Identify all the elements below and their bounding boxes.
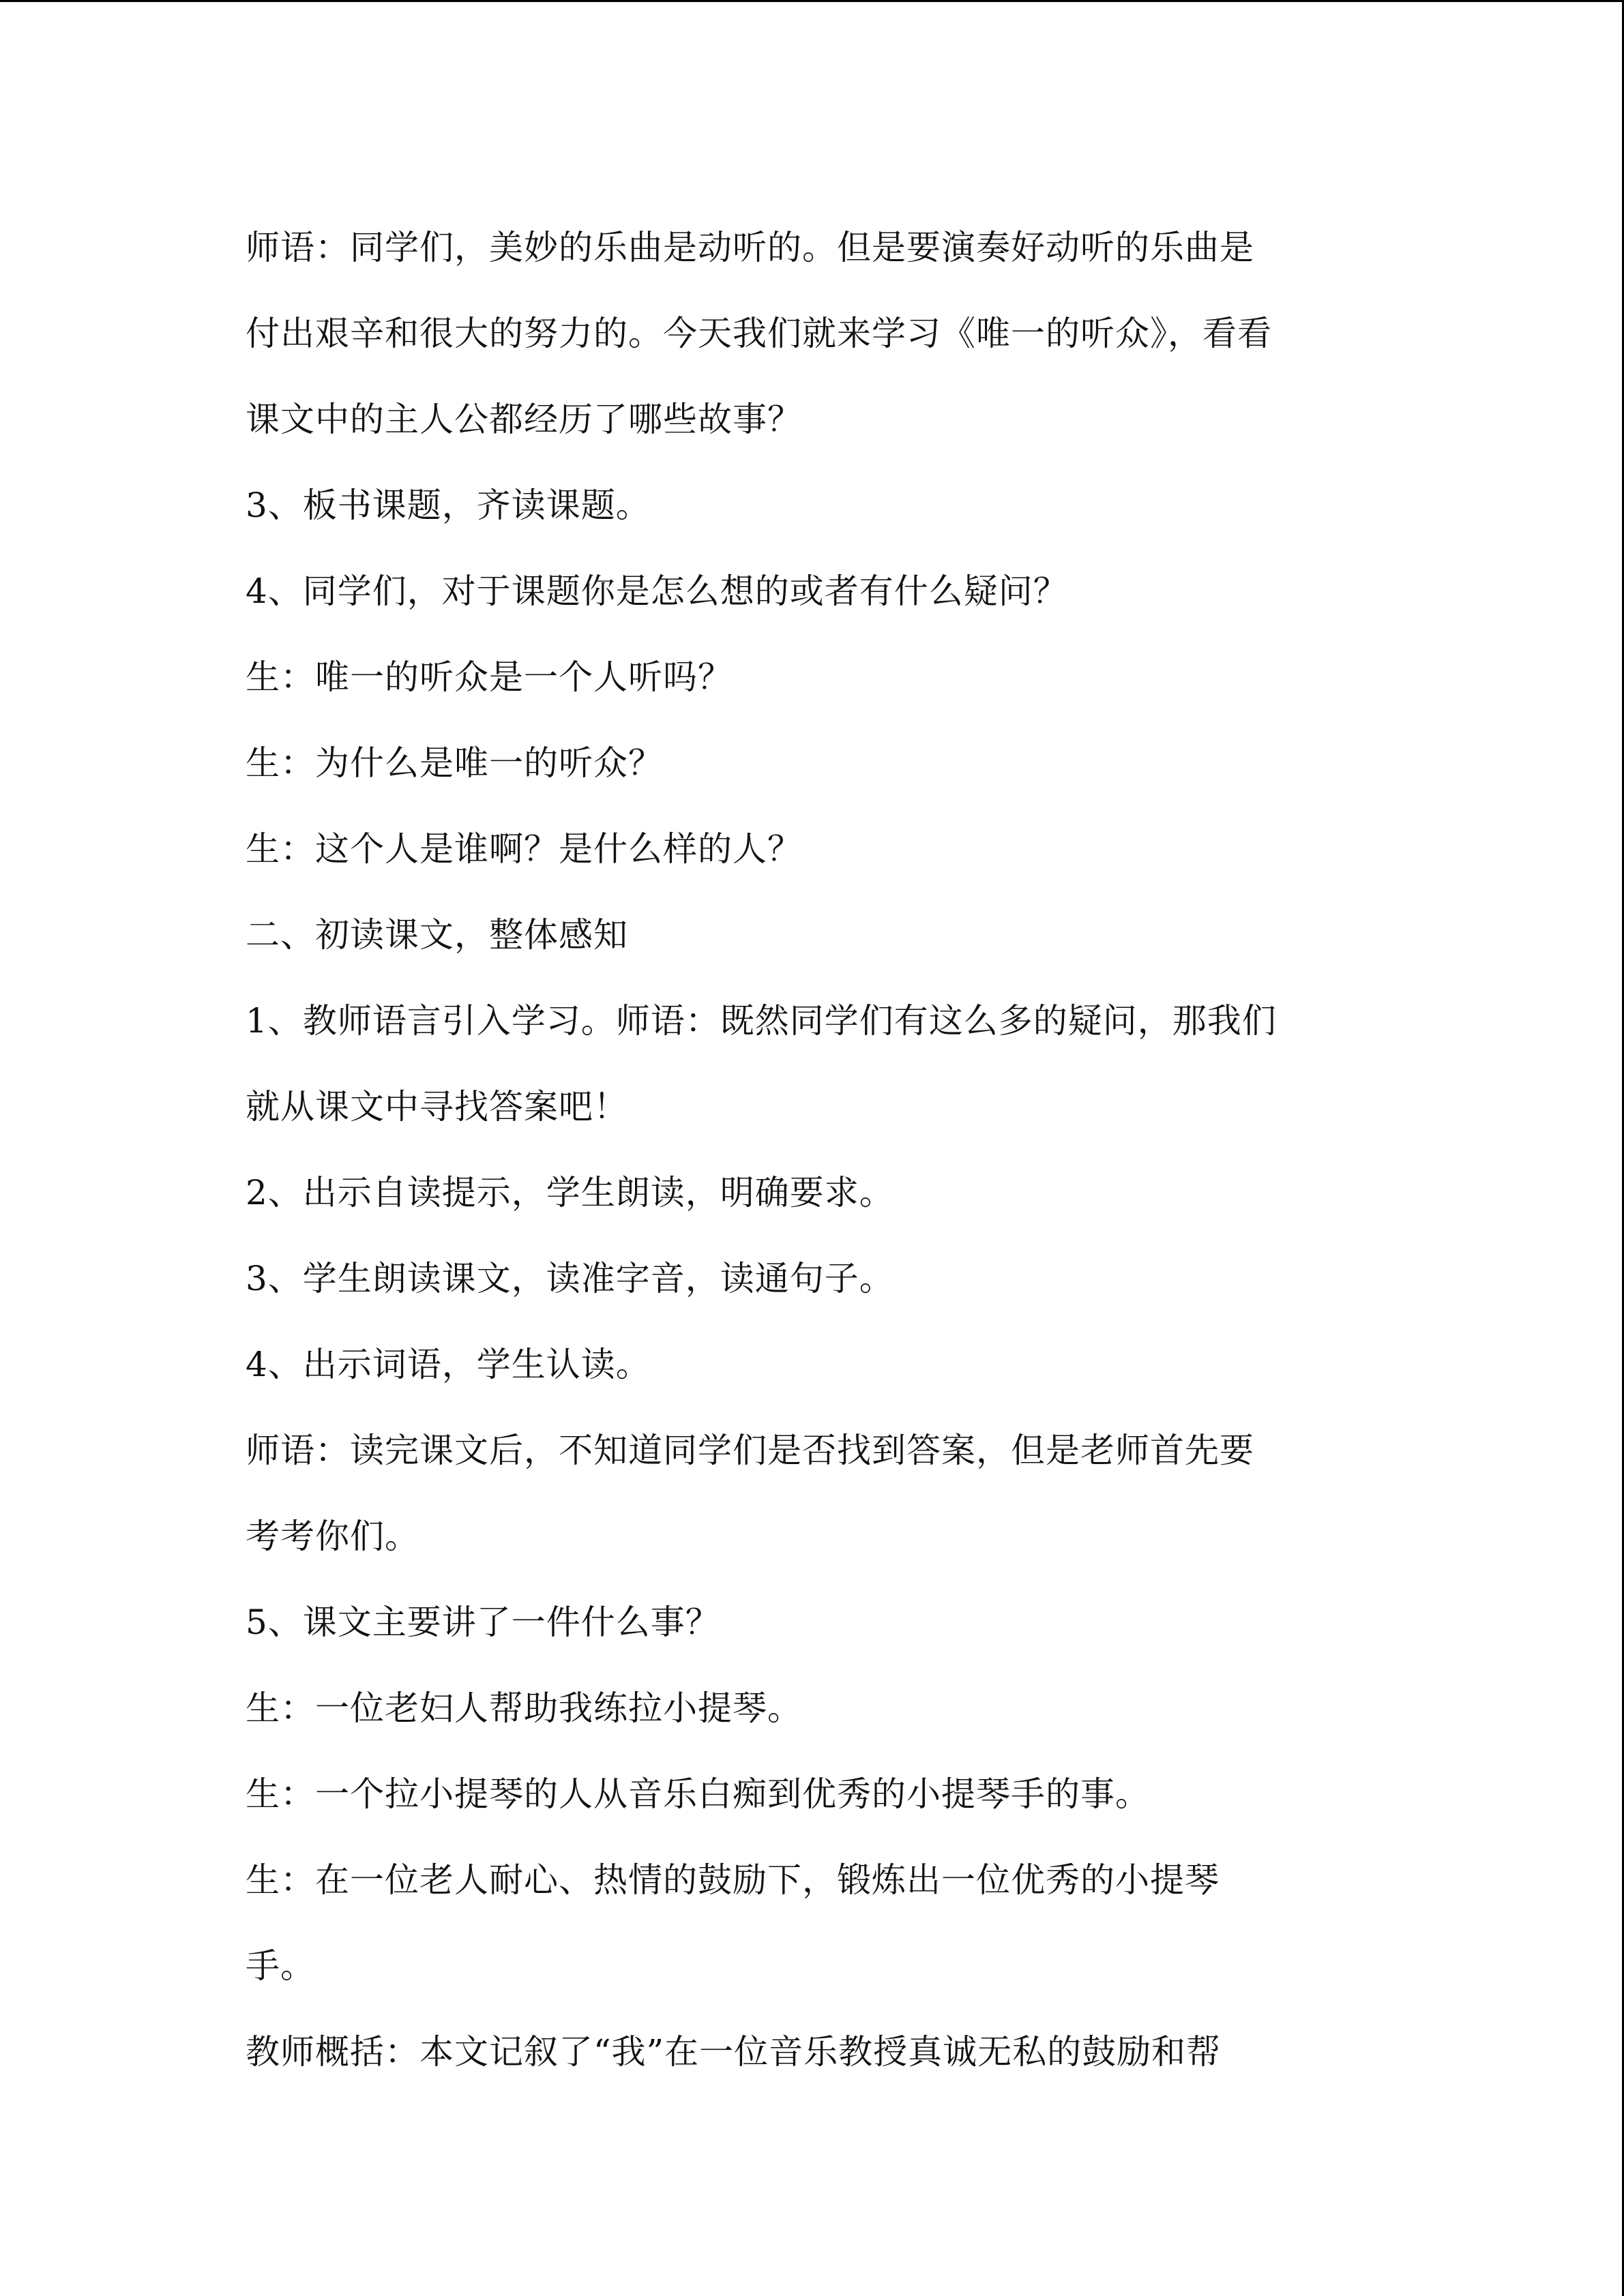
text-line: 生：唯一的听众是一个人听吗？ <box>246 657 733 697</box>
text-line: 3、板书课题，齐读课题。 <box>246 486 651 525</box>
text-line: 生：在一位老人耐心、热情的鼓励下，锻炼出一位优秀的小提琴 <box>246 1860 1220 1900</box>
text-line: 4、同学们，对于课题你是怎么想的或者有什么疑问？ <box>246 571 1068 611</box>
text-line: 教师概括：本文记叙了“我”在一位音乐教授真诚无私的鼓励和帮 <box>246 2032 1222 2072</box>
text-line: 生：一个拉小提琴的人从音乐白痴到优秀的小提琴手的事。 <box>246 1774 1150 1814</box>
text-line: 课文中的主人公都经历了哪些故事？ <box>246 400 802 439</box>
text-line: 师语：同学们，美妙的乐曲是动听的。但是要演奏好动听的乐曲是 <box>246 228 1254 267</box>
text-line: 2、出示自读提示，学生朗读，明确要求。 <box>246 1173 894 1212</box>
text-line: 师语：读完课文后，不知道同学们是否找到答案，但是老师首先要 <box>246 1431 1254 1470</box>
text-line: 付出艰辛和很大的努力的。今天我们就来学习《唯一的听众》，看看 <box>246 314 1272 353</box>
text-line: 生：为什么是唯一的听众？ <box>246 743 663 783</box>
text-line: 手。 <box>246 1946 315 1986</box>
page-border-top <box>0 0 1624 2</box>
text-line: 生：这个人是谁啊？是什么样的人？ <box>246 829 802 869</box>
text-line: 3、学生朗读课文，读准字音，读通句子。 <box>246 1259 894 1298</box>
text-line: 4、出示词语，学生认读。 <box>246 1345 651 1384</box>
text-line: 1、教师语言引入学习。师语：既然同学们有这么多的疑问，那我们 <box>246 1001 1277 1041</box>
text-line: 生：一位老妇人帮助我练拉小提琴。 <box>246 1688 802 1728</box>
text-line: 就从课文中寻找答案吧！ <box>246 1087 628 1127</box>
section-heading: 二、初读课文，整体感知 <box>246 915 628 955</box>
text-line: 5、课文主要讲了一件什么事？ <box>246 1602 720 1642</box>
text-line: 考考你们。 <box>246 1517 419 1556</box>
document-body <box>246 205 1378 2095</box>
